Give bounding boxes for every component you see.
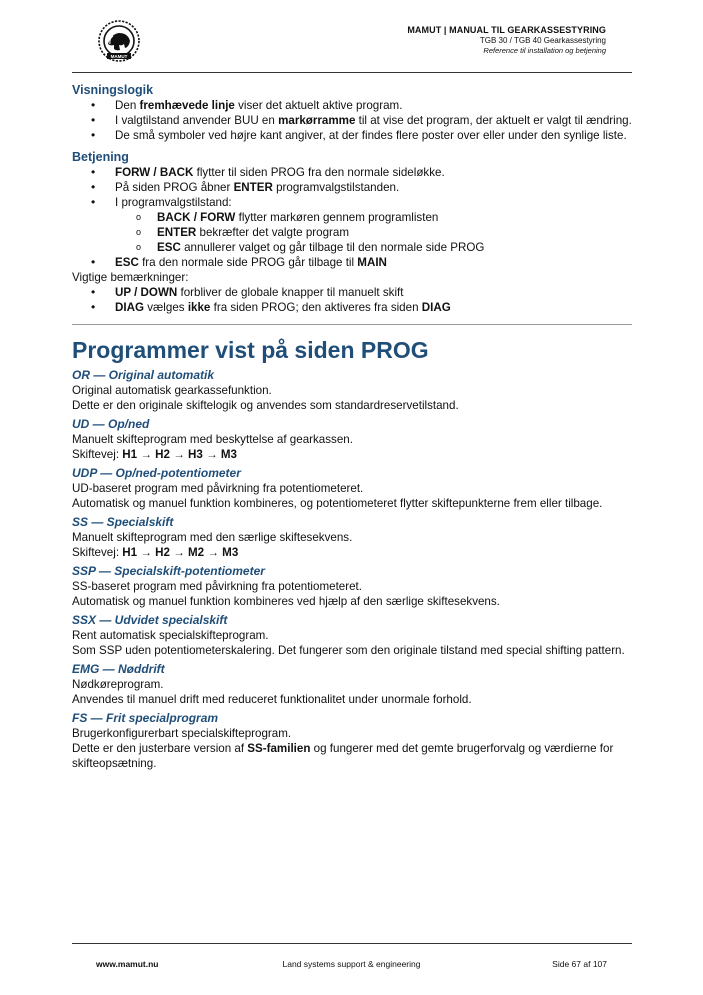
list-item: • ESC fra den normale side PROG går tilbage til MAIN — [72, 255, 632, 270]
section-divider — [72, 324, 632, 325]
header-subtitle: TGB 30 / TGB 40 Gearkassestyring — [479, 36, 606, 45]
svg-text:MAMUT: MAMUT — [110, 54, 128, 59]
program-description-line: Dette er den justerbare version af SS-familien og fungerer med det gemte brugerforvalg og værdierne for skifteopsætning. — [72, 742, 614, 770]
program-title: UDP — Op/ned-potentiometer — [72, 466, 241, 480]
visningslogik-heading: Visningslogik — [72, 83, 154, 97]
program-title: SS — Specialskift — [72, 515, 174, 529]
betjening-list-end — [72, 255, 632, 270]
program-description-line: UD-baseret program med påvirkning fra potentiometeret. — [72, 482, 364, 495]
list-item: • Den fremhævede linje viser det aktuelt aktive program. — [72, 98, 632, 113]
program-title: FS — Frit specialprogram — [72, 711, 219, 725]
list-item: • UP / DOWN forbliver de globale knapper til manuelt skift — [72, 285, 632, 300]
betjening-list — [72, 165, 632, 210]
program-title: SSX — Udvidet specialskift — [72, 613, 228, 627]
header-title: MAMUT | MANUAL TIL GEARKASSESTYRING — [407, 25, 606, 35]
list-item: • DIAG vælges ikke fra siden PROG; den aktiveres fra siden DIAG — [72, 300, 632, 315]
program-description-line: Automatisk og manuel funktion kombineres ved hjælp af den særlige skiftesekvens. — [72, 595, 500, 608]
program-title: UD — Op/ned — [72, 417, 150, 431]
mamut-logo-icon — [94, 18, 144, 64]
footer-center: Land systems support & engineering — [282, 959, 421, 969]
sub-list-item: o ESC annullerer valget og går tilbage til den normale side PROG — [72, 240, 632, 255]
program-title: SSP — Specialskift-potentiometer — [72, 564, 265, 578]
program-description-line: Nødkøreprogram. — [72, 678, 164, 691]
programs-heading: Programmer vist på siden PROG — [72, 337, 429, 363]
betjening-heading: Betjening — [72, 150, 129, 164]
program-description-line: Skiftevej: H1 → H2 → M2 → M3 — [72, 546, 239, 559]
notes-heading: Vigtige bemærkninger: — [72, 271, 189, 284]
list-item: • FORW / BACK flytter til siden PROG fra den normale sideløkke. — [72, 165, 632, 180]
visningslogik-list — [72, 98, 632, 143]
page-content — [72, 82, 632, 771]
program-description-line: Anvendes til manuel drift med reduceret funktionalitet under unormale forhold. — [72, 693, 472, 706]
list-item: • De små symboler ved højre kant angiver, at der findes flere poster over eller under den synlige liste. — [72, 128, 632, 143]
footer-page-number: Side 67 af 107 — [552, 959, 607, 969]
header-reference: Reference til installation og betjening — [483, 46, 606, 55]
program-description-line: Brugerkonfigurerbart specialskifteprogram. — [72, 727, 292, 740]
sub-list-item: o BACK / FORW flytter markøren gennem programlisten — [72, 210, 632, 225]
footer-rule — [72, 943, 632, 944]
program-description-line: Original automatisk gearkassefunktion. — [72, 384, 272, 397]
list-item: • På siden PROG åbner ENTER programvalgstilstanden. — [72, 180, 632, 195]
program-description-line: Dette er den originale skiftelogik og anvendes som standardreservetilstand. — [72, 399, 459, 412]
program-description-line: Som SSP uden potentiometerskalering. Det fungerer som den originale tilstand med special shifting pattern. — [72, 644, 625, 657]
footer-website: www.mamut.nu — [96, 959, 159, 969]
program-title: EMG — Nøddrift — [72, 662, 165, 676]
program-description-line: Automatisk og manuel funktion kombineres, og potentiometeret flytter skiftepunkterne frem eller tilbage. — [72, 497, 603, 510]
program-description-line: Rent automatisk specialskifteprogram. — [72, 629, 269, 642]
page-header — [407, 25, 606, 56]
betjening-sublist — [72, 210, 632, 255]
program-description-line: Manuelt skifteprogram med beskyttelse af gearkassen. — [72, 433, 353, 446]
sub-list-item: o ENTER bekræfter det valgte program — [72, 225, 632, 240]
program-description-line: SS-baseret program med påvirkning fra potentiometeret. — [72, 580, 362, 593]
program-list — [72, 368, 632, 771]
program-description-line: Skiftevej: H1 → H2 → H3 → M3 — [72, 448, 237, 461]
program-title: OR — Original automatik — [72, 368, 215, 382]
list-item: • I valgtilstand anvender BUU en markørramme til at vise det program, der aktuelt er valgt til ændring. — [72, 113, 632, 128]
notes-list — [72, 285, 632, 315]
list-item: • I programvalgstilstand: — [72, 195, 632, 210]
header-rule — [72, 72, 632, 73]
program-description-line: Manuelt skifteprogram med den særlige skiftesekvens. — [72, 531, 353, 544]
